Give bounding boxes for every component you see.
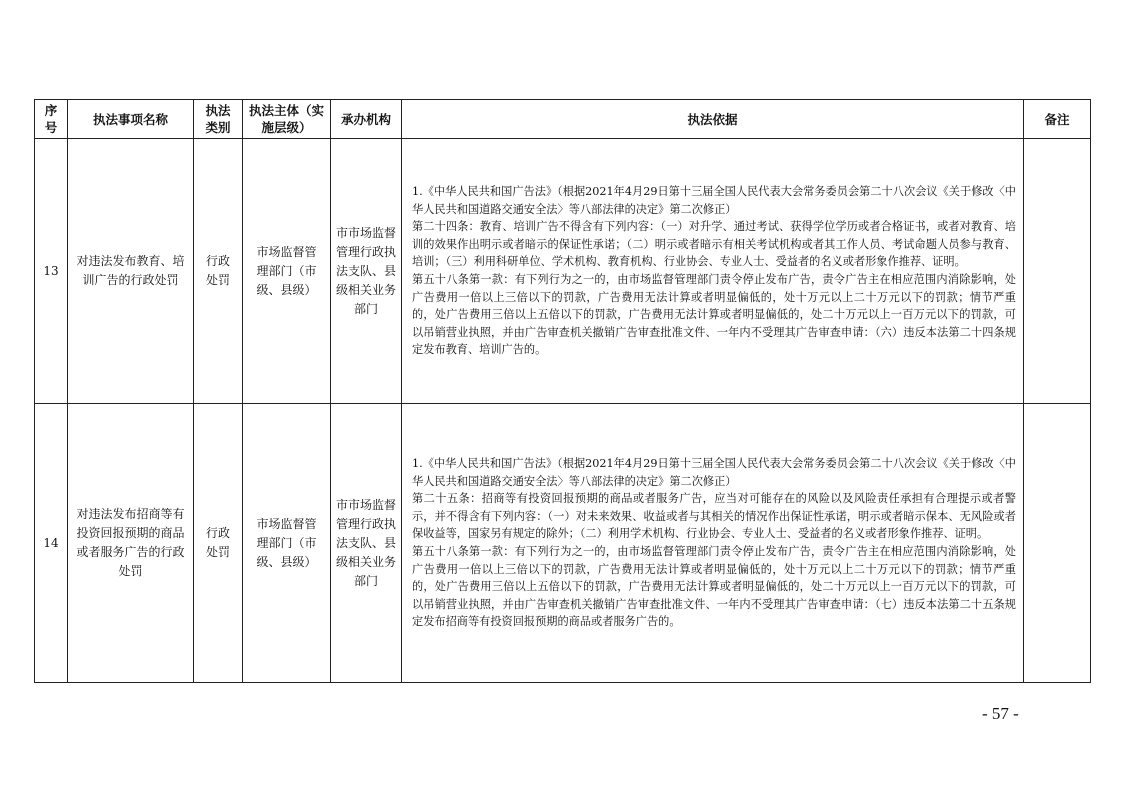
header-name: 执法事项名称 [68,100,194,139]
cell-basis [402,404,1024,683]
enforcement-table [34,99,1091,683]
header-subject: 执法主体（实施层级） [243,100,331,139]
cell-seq: 13 [35,139,68,404]
basis-paragraph: 第五十八条第一款：有下列行为之一的，由市场监督管理部门责令停止发布广告，责令广告主在相应范围内消除影响，处广告费用一倍以上三倍以下的罚款，广告费用无法计算或者明显偏低的，处十万元以上二十万元以下的罚款；情节严重的，处广告费用三倍以上五倍以下的罚款，广告费用无法计算或者明显偏低的，处二十万元以上一百万元以下的罚款，可以吊销营业执照，并由广告审查机关撤销广告审查批准文件、一年内不受理其广告审查申请：（七）违反本法第二十五条规定发布招商等有投资回报预期的商品或者服务广告的。 [412,545,1016,629]
cell-name: 对违法发布招商等有投资回报预期的商品或者服务广告的行政 处罚 [68,404,194,683]
header-seq: 序号 [35,100,68,139]
basis-paragraph: 第二十四条：教育、培训广告不得含有下列内容：（一）对升学、通过考试、获得学位学历或者合格证书，或者对教育、培训的效果作出明示或者暗示的保证性承诺；（二）明示或者暗示有相关考试机构或者其工作人员、考试命题人员参与教育、培训；（三）利用科研单位、学术机构、教育机构、行业协会、专业人士、受益者的名义或者形象作推荐、证明。 [412,220,1016,269]
cell-basis [402,139,1024,404]
cell-name: 对违法发布教育、培训广告的行政处罚 [68,139,194,404]
cell-subject: 市场监督管理部门（市级、县级） [243,139,331,404]
basis-paragraph: 1.《中华人民共和国广告法》（根据2021年4月29日第十三届全国人民代表大会常务委员会第二十八次会议《关于修改〈中华人民共和国道路交通安全法〉等八部法律的决定》第二次修正） [412,185,1016,216]
page-number: - 57 - [982,704,1019,723]
header-row [35,100,1091,139]
cell-category: 行政处罚 [194,139,243,404]
cell-remark [1024,139,1091,404]
basis-paragraph: 第二十五条：招商等有投资回报预期的商品或者服务广告，应当对可能存在的风险以及风险责任承担有合理提示或者警示，并不得含有下列内容：（一）对未来效果、收益或者与其相关的情况作出保证性承诺，明示或者暗示保本、无风险或者保收益等，国家另有规定的除外；（二）利用学术机构、行业协会、专业人士、受益者的名义或者形象作推荐、证明。 [412,492,1016,541]
cell-category: 行政处罚 [194,404,243,683]
table-row [35,404,1091,683]
header-category: 执法类别 [194,100,243,139]
basis-paragraph: 第五十八条第一款：有下列行为之一的，由市场监督管理部门责令停止发布广告，责令广告主在相应范围内消除影响，处广告费用一倍以上三倍以下的罚款，广告费用无法计算或者明显偏低的，处十万元以上二十万元以下的罚款；情节严重的，处广告费用三倍以上五倍以下的罚款，广告费用无法计算或者明显偏低的，处二十万元以上一百万元以下的罚款，可以吊销营业执照，并由广告审查机关撤销广告审查批准文件、一年内不受理其广告审查申请：（六）违反本法第二十四条规定发布教育、培训广告的。 [412,273,1016,357]
cell-agency: 市市场监督管理行政执法支队、县级相关业务部门 [331,139,402,404]
cell-remark [1024,404,1091,683]
cell-subject: 市场监督管理部门（市级、县级） [243,404,331,683]
table-row [35,139,1091,404]
cell-seq: 14 [35,404,68,683]
header-agency: 承办机构 [331,100,402,139]
header-basis: 执法依据 [402,100,1024,139]
header-remark: 备注 [1024,100,1091,139]
cell-agency: 市市场监督管理行政执法支队、县级相关业务部门 [331,404,402,683]
basis-paragraph: 1.《中华人民共和国广告法》（根据2021年4月29日第十三届全国人民代表大会常务委员会第二十八次会议《关于修改〈中华人民共和国道路交通安全法〉等八部法律的决定》第二次修正） [412,457,1016,488]
